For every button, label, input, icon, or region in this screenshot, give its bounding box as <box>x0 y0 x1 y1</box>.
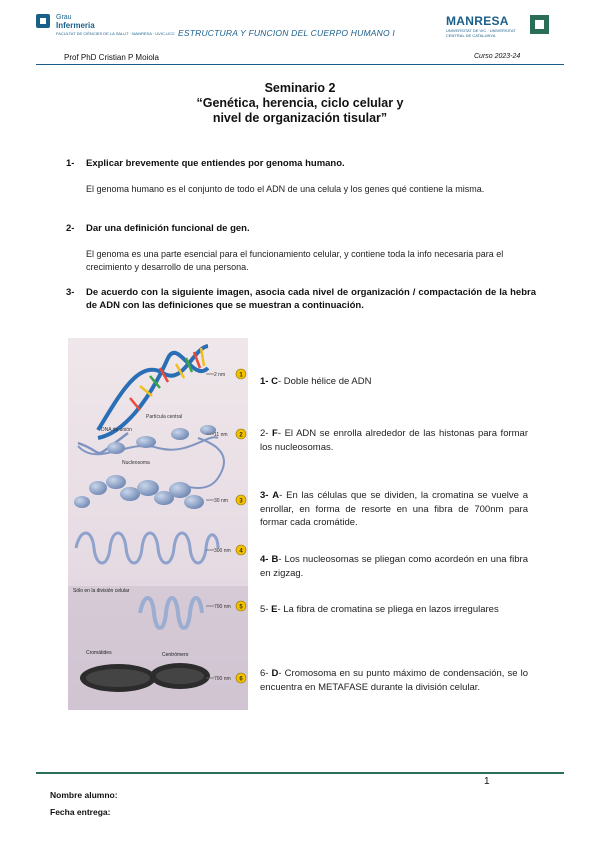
item-letter: C <box>271 376 278 387</box>
university-logo-mark <box>530 15 549 34</box>
item-separator: - <box>279 490 283 501</box>
level-marker-number: 1 <box>239 372 243 379</box>
item-separator: - <box>278 554 282 565</box>
question-number: 2- <box>66 223 75 234</box>
match-item-3 <box>260 489 528 530</box>
question-1 <box>66 157 536 171</box>
scale-label: 30 nm <box>214 498 228 504</box>
item-letter: D <box>271 668 279 679</box>
match-item-4 <box>260 553 528 580</box>
author: Prof PhD Cristian P Moiola <box>64 53 159 62</box>
dna-compaction-figure <box>68 338 248 710</box>
label-nucleosoma: Nucleosoma <box>122 460 150 466</box>
faculty-logo-short: Grau <box>56 14 72 21</box>
faculty-logo-subtitle: FACULTAT DE CIÈNCIES DE LA SALUT · MANRESA · UVIC-UCC <box>56 31 175 36</box>
item-text: Doble hélice de ADN <box>281 376 372 387</box>
item-letter: E <box>271 604 278 615</box>
university-logo-subtitle: UNIVERSITAT DE VIC · UNIVERSITAT CENTRAL DE CATALUNYA <box>446 28 516 38</box>
item-number: 5- <box>260 604 269 615</box>
question-2 <box>66 222 536 236</box>
answer-1: El genoma humano es el conjunto de todo el ADN de una celula y los genes qué contiene la misma. <box>86 184 485 194</box>
item-text: La fibra de cromatina se pliega en lazos irregulares <box>280 604 499 615</box>
university-logo <box>446 14 556 48</box>
item-letter: A <box>272 490 280 501</box>
question-text: Dar una definición funcional de gen. <box>86 223 250 234</box>
item-text: En las células que se dividen, la cromatina se vuelve a enrollar, en forma de resorte en una fibra de 700nm para formar cada cromátide. <box>260 490 528 528</box>
item-number: 3- <box>260 490 269 501</box>
faculty-logo-name: Infermeria <box>56 21 95 30</box>
footer-divider <box>36 772 564 774</box>
question-number: 3- <box>66 287 75 298</box>
item-separator: - <box>277 428 282 439</box>
faculty-logo <box>36 14 176 48</box>
scale-label: 11 nm <box>214 432 228 438</box>
level-marker-number: 6 <box>239 676 243 683</box>
item-separator: - <box>277 604 281 615</box>
item-number: 2- <box>260 428 269 439</box>
item-letter: B <box>271 554 279 565</box>
question-text: De acuerdo con la siguiente imagen, asocia cada nivel de organización / compactación de la hebra de ADN con las definiciones que se muestran a continuación. <box>86 287 536 311</box>
academic-year: Curso 2023-24 <box>474 53 521 60</box>
item-letter: F <box>272 428 278 439</box>
label-solo-division: Sólo en la división celular <box>73 588 130 594</box>
scale-label: 300 nm <box>214 548 231 554</box>
match-item-2 <box>260 427 528 454</box>
seminar-title: Seminario 2 <box>264 81 336 95</box>
label-particula: Partícula central <box>146 414 183 420</box>
scale-label: 2 nm <box>214 372 226 378</box>
level-marker-number: 3 <box>239 498 243 505</box>
match-item-6 <box>260 667 528 694</box>
item-separator: - <box>277 376 282 387</box>
scale-label: 700 nm <box>214 604 231 610</box>
header-divider <box>36 64 564 65</box>
item-text: Los nucleosomas se pliegan como acordeón en una fibra en zigzag. <box>260 554 528 579</box>
page-number: 1 <box>484 776 490 787</box>
item-number: 6- <box>260 668 269 679</box>
label-dna-link: DNA de unión <box>101 427 132 433</box>
item-text: Cromosoma en su punto máximo de condensación, se lo encuentra en METAFASE durante la división celular. <box>260 668 528 693</box>
level-marker-number: 5 <box>239 604 243 611</box>
label-cromatidas: Cromátides <box>86 650 112 656</box>
question-number: 1- <box>66 158 75 169</box>
answer-2: El genoma es una parte esencial para el funcionamiento celular, y contiene toda la info necesaria para el crecimiento y desarrollo de una persona. <box>86 249 504 272</box>
item-separator: - <box>278 668 282 679</box>
question-text: Explicar brevemente que entiendes por genoma humano. <box>86 158 345 169</box>
seminar-subtitle-line2: nivel de organización tisular” <box>212 111 388 125</box>
scale-label: 700 nm <box>214 676 231 682</box>
item-number: 4- <box>260 554 269 565</box>
submission-date-label: Fecha entrega: <box>50 807 111 817</box>
faculty-logo-mark <box>36 14 50 28</box>
student-name-label: Nombre alumno: <box>50 790 118 800</box>
level-marker-number: 2 <box>239 432 243 439</box>
label-centromero: Centrómero <box>162 652 189 658</box>
seminar-subtitle-line1: “Genética, herencia, ciclo celular y <box>196 96 404 110</box>
course-title: ESTRUCTURA Y FUNCION DEL CUERPO HUMANO I <box>178 28 395 38</box>
level-marker-number: 4 <box>239 548 243 555</box>
question-3 <box>66 286 536 326</box>
match-item-5 <box>260 603 528 617</box>
item-number: 1- <box>260 376 269 387</box>
item-text: El ADN se enrolla alrededor de las histonas para formar los nucleosomas. <box>260 428 528 453</box>
match-item-1 <box>260 375 528 389</box>
university-logo-name: MANRESA <box>446 14 509 28</box>
